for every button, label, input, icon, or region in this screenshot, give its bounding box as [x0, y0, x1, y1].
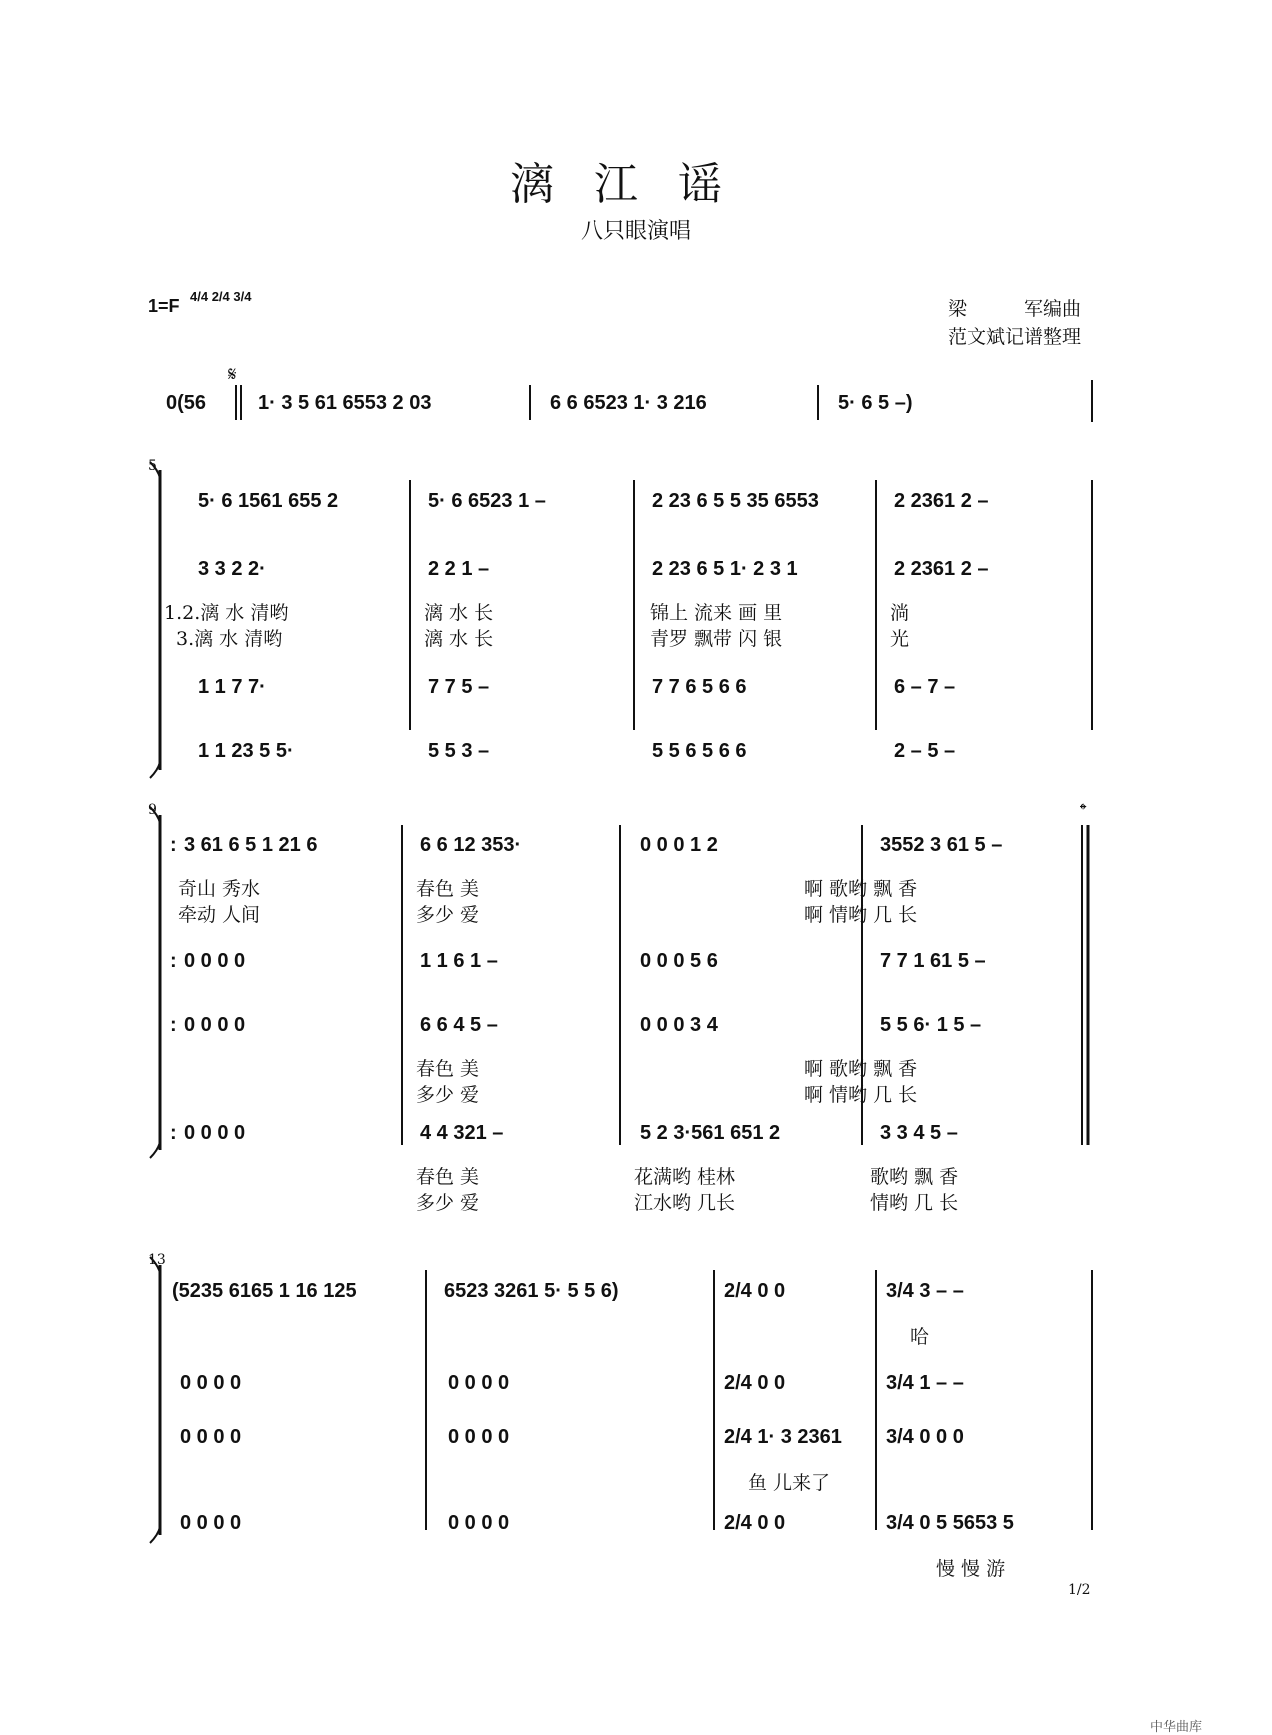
measure: 3/4 1 – –: [886, 1372, 964, 1394]
time-signature: 4/4: [190, 289, 209, 304]
lyric: 春色 美: [416, 1058, 480, 1080]
measure-pickup: 0(56: [166, 392, 207, 414]
segno-icon: 𝄋: [228, 362, 237, 386]
measure: 3/4 0 0 0: [886, 1426, 964, 1448]
measure: 5 5 3 –: [428, 740, 490, 762]
lyric: 漓 水 长: [424, 628, 494, 650]
lyric: 啊 情哟 几 长: [804, 1084, 918, 1106]
lyric: 春色 美: [416, 878, 480, 900]
lyric: 牵动 人间: [178, 904, 261, 926]
page-title: 漓江谣: [510, 159, 762, 210]
lyric: 情哟 几 长: [870, 1192, 959, 1214]
measure: 0 0 0 1 2: [640, 834, 718, 856]
measure: 0 0 0 0: [184, 950, 246, 972]
lyric: 淌: [890, 602, 910, 624]
measure: 0 0 0 0: [184, 1122, 246, 1144]
measure: 6 6 12 353·: [420, 834, 522, 856]
measure: 1 1 6 1 –: [420, 950, 498, 972]
lyric: 1.2.漓 水 清哟: [164, 602, 289, 624]
measure: 0 0 0 0: [180, 1512, 242, 1534]
measure-number: 13: [148, 1252, 166, 1268]
measure: 0 0 0 0: [448, 1372, 510, 1394]
measure: 0 0 0 0: [180, 1372, 242, 1394]
lyric: 光: [890, 628, 910, 650]
measure-number: 5: [148, 458, 157, 474]
measure: 2/4 0 0: [724, 1512, 786, 1534]
measure: 6 – 7 –: [894, 676, 956, 698]
measure: 0 0 0 0: [448, 1512, 510, 1534]
measure: 2 23 6 5 1· 2 3 1: [652, 558, 798, 580]
transcriber-credit: 范文斌记谱整理: [948, 326, 1082, 348]
measure: 4 4 321 –: [420, 1122, 504, 1144]
measure: 0 0 0 5 6: [640, 950, 718, 972]
lyric: 多少 爱: [416, 904, 480, 926]
measure: 2 2361 2 –: [894, 558, 989, 580]
measure: 3 3 2 2·: [198, 558, 266, 580]
measure: 2 23 6 5 5 35 6553: [652, 490, 819, 512]
page-subtitle: 八只眼演唱: [580, 219, 691, 244]
repeat-sign: :: [170, 950, 177, 972]
repeat-sign: :: [170, 1014, 177, 1036]
measure: 0 0 0 0: [448, 1426, 510, 1448]
lyric: 春色 美: [416, 1166, 480, 1188]
measure: 2 2361 2 –: [894, 490, 989, 512]
measure: 6 6 6523 1· 3 216: [550, 392, 707, 414]
measure: 5· 6 5 –): [838, 392, 913, 414]
lyric: 多少 爱: [416, 1084, 480, 1106]
measure: 3/4 3 – –: [886, 1280, 964, 1302]
lyric: 江水哟 几长: [634, 1192, 736, 1214]
footer-text: 中华曲库: [1150, 1720, 1203, 1735]
measure: 2/4 0 0: [724, 1280, 786, 1302]
measure: (5235 6165 1 16 125: [172, 1280, 357, 1302]
measure: 0 0 0 3 4: [640, 1014, 718, 1036]
measure: 6523 3261 5· 5 5 6): [444, 1280, 619, 1302]
measure: 1 1 7 7·: [198, 676, 266, 698]
measure: 2/4 0 0: [724, 1372, 786, 1394]
measure: 6 6 4 5 –: [420, 1014, 498, 1036]
measure: 5 2 3·561 651 2: [640, 1122, 781, 1144]
lyric: 锦上 流来 画 里: [650, 602, 783, 624]
measure: 7 7 1 61 5 –: [880, 950, 986, 972]
lyric: 鱼 儿来了: [748, 1472, 831, 1494]
lyric: 歌哟 飘 香: [870, 1166, 959, 1188]
time-signature: 2/4: [211, 289, 230, 304]
measure-number: 9: [148, 802, 157, 818]
measure: 3552 3 61 5 –: [880, 834, 1003, 856]
lyric: 奇山 秀水: [178, 878, 261, 900]
lyric: 多少 爱: [416, 1192, 480, 1214]
coda-icon: 𝄌: [1080, 800, 1087, 821]
key-signature: 1=F: [148, 296, 180, 316]
arranger-credit: 梁 军编曲: [948, 298, 1082, 320]
lyric: 3.漓 水 清哟: [176, 628, 283, 650]
measure: 1· 3 5 61 6553 2 03: [258, 392, 432, 414]
lyric: 哈: [910, 1326, 930, 1348]
measure: 5· 6 6523 1 –: [428, 490, 546, 512]
lyric: 啊 歌哟 飘 香: [804, 878, 918, 900]
lyric: 慢 慢 游: [936, 1558, 1006, 1580]
measure: 5 5 6· 1 5 –: [880, 1014, 982, 1036]
lyric: 啊 歌哟 飘 香: [804, 1058, 918, 1080]
measure: 2 – 5 –: [894, 740, 956, 762]
measure: 3/4 0 5 5653 5: [886, 1512, 1014, 1534]
lyric: 青罗 飘带 闪 银: [650, 628, 783, 650]
page-number: 1/2: [1068, 1582, 1091, 1598]
time-signature: 3/4: [233, 289, 252, 304]
measure: 1 1 23 5 5·: [198, 740, 294, 762]
lyric: 啊 情哟 几 长: [804, 904, 918, 926]
measure: 5· 6 1561 655 2: [198, 490, 339, 512]
measure: 0 0 0 0: [184, 1014, 246, 1036]
measure: 2/4 1· 3 2361: [724, 1426, 842, 1448]
measure: 3 61 6 5 1 21 6: [184, 834, 318, 856]
measure: 3 3 4 5 –: [880, 1122, 958, 1144]
measure: 2 2 1 –: [428, 558, 490, 580]
repeat-sign: :: [170, 1122, 177, 1144]
measure: 5 5 6 5 6 6: [652, 740, 747, 762]
measure: 7 7 5 –: [428, 676, 490, 698]
lyric: 花满哟 桂林: [634, 1166, 736, 1188]
lyric: 漓 水 长: [424, 602, 494, 624]
measure: 0 0 0 0: [180, 1426, 242, 1448]
repeat-sign: :: [170, 834, 177, 856]
measure: 7 7 6 5 6 6: [652, 676, 747, 698]
